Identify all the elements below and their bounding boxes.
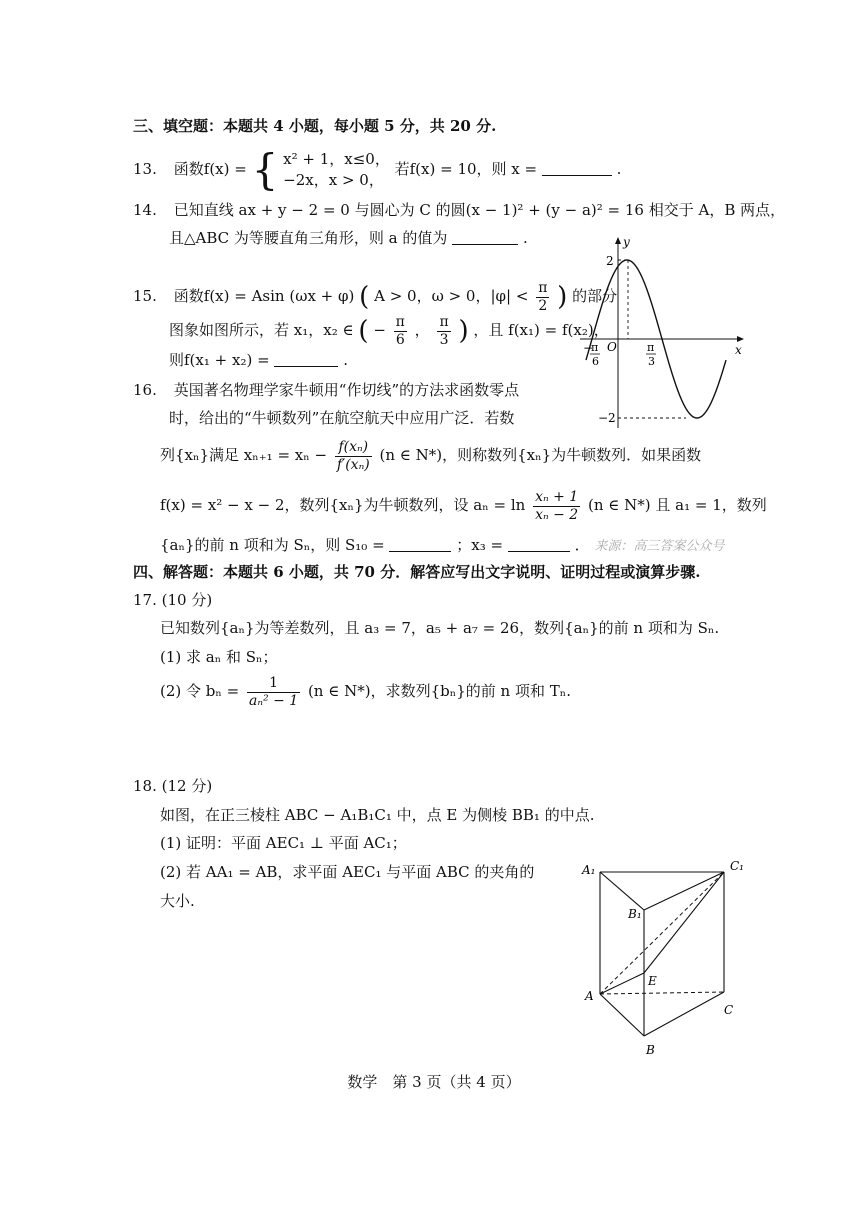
b-n-fraction [247, 675, 300, 710]
question-16-line-3 [160, 434, 701, 476]
answer-blank [389, 537, 451, 552]
frac-num: π [395, 313, 405, 330]
tick-right-denominator: 3 [648, 355, 655, 368]
y-axis-arrow-icon [615, 237, 621, 244]
question-18-line-1: 如图，在正三棱柱 ABC − A₁B₁C₁ 中，点 E 为侧棱 BB₁ 的中点. [160, 806, 595, 824]
x-axis-label: x [735, 343, 742, 357]
q13-case-2: −2x，x > 0， [283, 171, 384, 189]
edge-b-c [644, 992, 724, 1036]
tick-left-numerator: π [591, 341, 599, 354]
question-17-part-2 [160, 670, 571, 712]
q16-text-1: 英国著名物理学家牛顿用“作切线”的方法求函数零点 [173, 381, 520, 399]
question-16-line-5 [160, 535, 724, 557]
comma: ， [414, 321, 430, 339]
edge-a-c1-hidden [600, 872, 724, 994]
max-value-label: 2 [606, 254, 614, 268]
q15-text-3: 则f(x₁ + x₂) = [169, 351, 270, 369]
left-brace-icon: { [251, 145, 279, 194]
q15-end: . [343, 351, 348, 369]
question-17-header: 17. (10 分) [133, 591, 213, 609]
label-b1: B₁ [628, 907, 642, 921]
pi-over-3 [437, 314, 450, 349]
q17-text-2b: (n ∈ N*)，求数列{bₙ}的前 n 项和 Tₙ. [307, 682, 571, 700]
question-number: 16. [133, 381, 157, 399]
q14-text-1: 已知直线 ax + y − 2 = 0 与圆心为 C 的圆(x − 1)² + (y − a)² = 16 相交于 A，B 两点， [173, 201, 786, 219]
label-c: C [724, 1003, 734, 1017]
edge-b1-c1 [644, 872, 724, 910]
question-14-line-1 [133, 200, 785, 220]
left-paren-icon: ( [358, 316, 369, 346]
frac-num: π [538, 279, 548, 296]
question-number: 13. [133, 160, 157, 178]
question-18-part-2a: (2) 若 AA₁ = AB，求平面 AEC₁ 与平面 ABC 的夹角的 [160, 863, 535, 881]
question-16-line-4 [160, 484, 767, 526]
x-axis-arrow-icon [737, 336, 744, 342]
origin-label: O [607, 340, 617, 354]
q16-text-3b: (n ∈ N*)，则称数列{xₙ}为牛顿数列．如果函数 [379, 446, 702, 464]
frac-den: 6 [395, 331, 405, 348]
q16-text-3a: 列{xₙ}满足 xₙ₊₁ = xₙ − [160, 446, 328, 464]
question-16-line-1 [133, 380, 519, 400]
q15-text-1a: 函数f(x) = Asin (ωx + φ) [173, 287, 355, 305]
minus-sign: − [373, 321, 386, 339]
question-18-part-1: (1) 证明：平面 AEC₁ ⊥ 平面 AC₁； [160, 834, 407, 852]
tick-right-numerator: π [647, 341, 655, 354]
edge-a1-b1 [600, 872, 644, 910]
frac-den: xₙ − 2 [535, 506, 579, 523]
frac-num: xₙ + 1 [535, 488, 579, 505]
q14-end: . [522, 229, 528, 247]
right-paren-icon: ) [557, 282, 568, 312]
edge-a-e [600, 973, 644, 994]
question-number: 14. [133, 201, 157, 219]
min-value-label: −2 [598, 411, 616, 425]
sine-graph-figure [576, 232, 748, 432]
edge-a-b [600, 994, 644, 1036]
question-13 [133, 144, 621, 194]
question-17-part-1: (1) 求 aₙ 和 Sₙ； [160, 648, 278, 666]
q16-text-5c: ． [574, 536, 590, 554]
question-16-line-2 [169, 408, 514, 428]
pi-over-6 [394, 314, 407, 349]
q15-text-1b: A > 0，ω > 0，|φ| < [374, 287, 529, 305]
q13-suffix: 若f(x) = 10，则 x = [394, 160, 538, 178]
question-18-part-2b: 大小. [160, 892, 195, 910]
q16-text-5a: {aₙ}的前 n 项和为 Sₙ，则 S₁₀ = [160, 536, 385, 554]
frac-den: aₙ² − 1 [249, 692, 299, 709]
frac-num: f(xₙ) [335, 439, 372, 457]
frac-den: f′(xₙ) [336, 456, 370, 473]
question-14-line-2 [169, 228, 528, 248]
answer-blank [508, 537, 570, 552]
page-footer: 数学 第 3 页（共 4 页） [347, 1073, 521, 1091]
q16-text-4b: (n ∈ N*) 且 a₁ = 1，数列 [587, 496, 767, 514]
frac-num: π [439, 313, 449, 330]
q15-text-1c: 的部分 [572, 287, 618, 305]
label-e: E [648, 974, 657, 988]
q16-text-4a: f(x) = x² − x − 2，数列{xₙ}为牛顿数列，设 aₙ = ln [160, 496, 526, 514]
tick-left-denominator: 6 [592, 355, 599, 368]
label-a: A [585, 989, 594, 1003]
prism-figure [576, 852, 756, 1062]
question-15-line-2 [169, 310, 609, 350]
y-axis-label: y [623, 235, 630, 249]
label-a1: A₁ [582, 863, 596, 877]
q13-prefix: 函数f(x) = [173, 160, 247, 178]
newton-fraction [335, 439, 372, 474]
q15-text-2b: ，且 f(x₁) = f(x₂)， [473, 321, 609, 339]
q16-text-5b: ；x₃ = [456, 536, 504, 554]
section-heading-fill-in: 三、填空题：本题共 4 小题，每小题 5 分，共 20 分. [133, 117, 497, 135]
section-heading-solutions: 四、解答题：本题共 6 小题，共 70 分．解答应写出文字说明、证明过程或演算步骤. [133, 563, 701, 581]
answer-blank [542, 161, 612, 176]
question-number: 15. [133, 287, 157, 305]
piecewise-cases [283, 149, 390, 191]
label-c1: C₁ [730, 859, 744, 873]
left-paren-icon: ( [359, 282, 370, 312]
edge-a-c-hidden [600, 992, 724, 994]
question-15-line-3 [169, 350, 348, 370]
answer-blank [274, 352, 338, 367]
answer-blank [452, 230, 518, 245]
q13-end: . [616, 160, 622, 178]
question-18-header: 18. (12 分) [133, 777, 213, 795]
edge-e-c1 [644, 872, 724, 973]
q17-text-2a: (2) 令 bₙ = [160, 682, 240, 700]
q15-text-2a: 图象如图所示，若 x₁，x₂ ∈ [169, 321, 354, 339]
frac-den: 2 [538, 297, 548, 314]
frac-den: 3 [439, 331, 449, 348]
log-fraction [533, 489, 580, 524]
q13-case-1: x² + 1，x≤0， [283, 150, 390, 168]
q16-text-2: 时，给出的“牛顿数列”在航空航天中应用广泛．若数 [169, 409, 515, 427]
frac-num: 1 [247, 675, 300, 693]
q14-text-2: 且△ABC 为等腰直角三角形，则 a 的值为 [169, 229, 448, 247]
label-b: B [646, 1043, 655, 1057]
question-17-line-1: 已知数列{aₙ}为等差数列，且 a₃ = 7，a₅ + a₇ = 26，数列{aₙ}的前 n 项和为 Sₙ. [160, 619, 720, 637]
source-watermark: 来源：高三答案公众号 [594, 539, 725, 554]
right-paren-icon: ) [458, 316, 469, 346]
tick-left-sign: − [583, 341, 594, 355]
